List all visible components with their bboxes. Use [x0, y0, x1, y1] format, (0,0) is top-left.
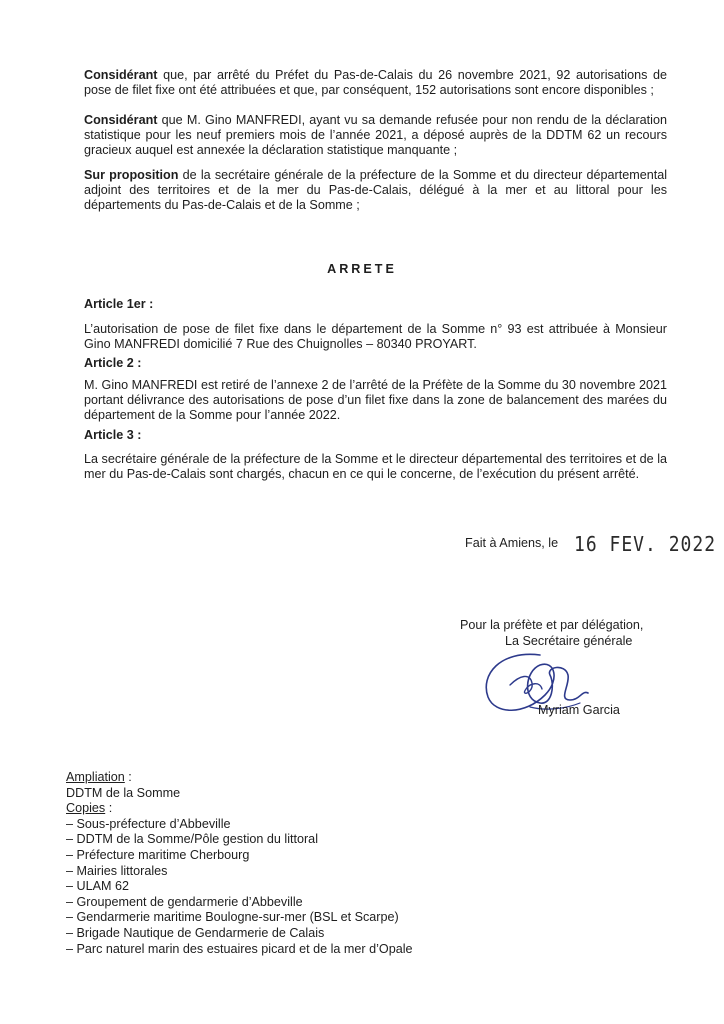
- list-item: – Groupement de gendarmerie d’Abbeville: [66, 894, 303, 909]
- considerant-paragraph-2: [84, 113, 667, 158]
- copies-list: [66, 817, 413, 957]
- article-2-text: M. Gino MANFREDI est retiré de l’annexe 2 de l’arrêté de la Préfète de la Somme du 30 novembre 2021 portant délivrance des autorisations de pose d’un filet fixe dans la zone de balancement des marées du département de la Somme pour l’année 2022.: [84, 378, 667, 422]
- ampliation-item: DDTM de la Somme: [66, 785, 181, 800]
- article-3-text: La secrétaire générale de la préfecture de la Somme et le directeur départemental des territoires et de la mer du Pas-de-Calais sont chargés, chacun en ce qui le concerne, de l’exécution du présent arrêté.: [84, 452, 667, 481]
- fait-a-label: Fait à Amiens, le: [465, 536, 559, 550]
- list-item: – Sous-préfecture d’Abbeville: [66, 816, 231, 831]
- list-item: – ULAM 62: [66, 879, 129, 894]
- paragraph-lead: Considérant: [84, 113, 158, 127]
- paragraph-lead: Sur proposition: [84, 168, 179, 182]
- paragraph-lead: Considérant: [84, 68, 158, 82]
- delegation-line-2: La Secrétaire générale: [505, 634, 633, 648]
- distribution-list: [66, 770, 413, 957]
- paragraph-text: que M. Gino MANFREDI, ayant vu sa demande refusée pour non rendu de la déclaration statistique pour les neuf premiers mois de l’année 2021, a déposé auprès de la DDTM 62 un recours gracieux auquel est annexée la déclaration statistique manquante ;: [84, 113, 667, 157]
- ampliation-colon: :: [124, 770, 132, 784]
- copies-heading: [66, 801, 413, 817]
- article-2-heading: Article 2 :: [84, 356, 142, 370]
- paragraph-text: de la secrétaire générale de la préfecture de la Somme et du directeur départemental adjoint des territoires et de la mer du Pas-de-Calais, délégué à la mer et au littoral pour les départements du Pas-de-Calais et de la Somme ;: [84, 168, 668, 212]
- date-stamp: 16 FEV. 2022: [574, 532, 717, 557]
- article-3-heading: Article 3 :: [84, 428, 142, 442]
- list-item: – Parc naturel marin des estuaires picard et de la mer d’Opale: [66, 941, 413, 956]
- article-1-text: L’autorisation de pose de filet fixe dans le département de la Somme n° 93 est attribuée à Monsieur Gino MANFREDI domicilié 7 Rue des Chuignolles – 80340 PROYART.: [84, 322, 667, 351]
- considerant-paragraph-1: [84, 68, 667, 98]
- list-item: – Préfecture maritime Cherbourg: [66, 847, 250, 862]
- article-1-heading: Article 1er :: [84, 297, 154, 311]
- signatory-name: Myriam Garcia: [538, 703, 620, 717]
- list-item: – Mairies littorales: [66, 863, 168, 878]
- list-item: – Gendarmerie maritime Boulogne-sur-mer (BSL et Scarpe): [66, 910, 399, 925]
- proposition-paragraph: [84, 168, 667, 213]
- copies-label: Copies: [66, 801, 106, 816]
- delegation-line-1: Pour la préfète et par délégation,: [460, 618, 644, 632]
- ampliation-heading: [66, 770, 413, 786]
- list-item: – DDTM de la Somme/Pôle gestion du littoral: [66, 832, 318, 847]
- copies-colon: :: [105, 801, 113, 816]
- list-item: – Brigade Nautique de Gendarmerie de Calais: [66, 925, 325, 940]
- decree-title: ARRETE: [327, 262, 397, 276]
- paragraph-text: que, par arrêté du Préfet du Pas-de-Calais du 26 novembre 2021, 92 autorisations de pose de filet fixe ont été attribuées et que, par conséquent, 152 autorisations sont encore disponibles ;: [84, 68, 667, 97]
- ampliation-label: Ampliation: [66, 770, 125, 784]
